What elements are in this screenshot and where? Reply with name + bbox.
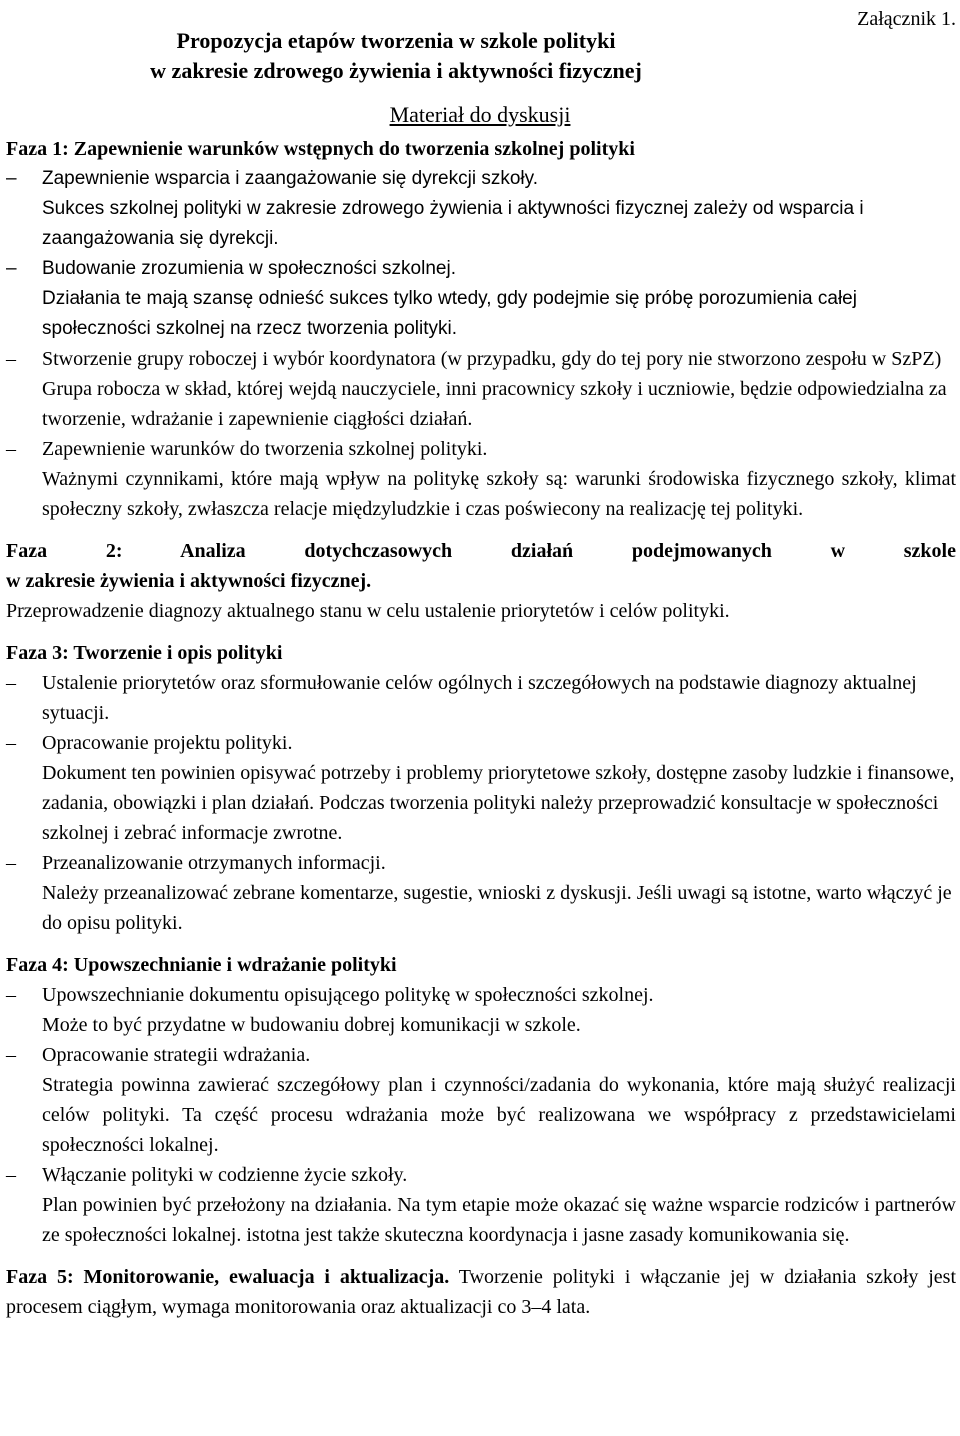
phase-3-item-1 <box>6 668 956 728</box>
phase-4-item-2 <box>6 1040 956 1070</box>
dash-bullet: – <box>6 852 16 874</box>
dash-bullet: – <box>6 1044 16 1066</box>
document-page <box>6 0 956 1322</box>
phase-2-heading-line-2: w zakresie żywienia i aktywności fizycznej. <box>6 570 372 592</box>
phase-2-heading-line-1: Faza 2: Analiza dotychczasowych działań podejmowanych w szkole <box>6 540 956 562</box>
phase-1-item-4 <box>6 434 956 464</box>
phase-1-item-2-desc: Działania te mają szansę odnieść sukces tylko wtedy, gdy podejmie się próbę porozumienia całej społeczności szkolnej na rzecz tworzenia polityki. <box>42 288 857 339</box>
item-title: Włączanie polityki w codzienne życie szkoły. <box>42 1164 408 1186</box>
phase-3-heading: Faza 3: Tworzenie i opis polityki <box>6 642 283 664</box>
phase-4-item-1-desc: Może to być przydatne w budowaniu dobrej komunikacji w szkole. <box>42 1014 581 1036</box>
item-title: Opracowanie strategii wdrażania. <box>42 1044 311 1066</box>
title-line-1: Propozycja etapów tworzenia w szkole polityki <box>176 28 616 53</box>
item-title: Upowszechnianie dokumentu opisującego politykę w społeczności szkolnej. <box>42 984 654 1006</box>
dash-bullet: – <box>6 438 16 460</box>
phase-1-item-2 <box>6 254 956 284</box>
dash-bullet: – <box>6 168 17 189</box>
item-title: Przeanalizowanie otrzymanych informacji. <box>42 852 386 874</box>
phase-1-item-4-desc: Ważnymi czynnikami, które mają wpływ na politykę szkoły są: warunki środowiska fizycznego szkoły, klimat społeczny szkoły, zwłaszcza relacje międzyludzkie i czas poświecony na realizację tej polityki. <box>42 468 956 520</box>
phase-5 <box>6 1262 956 1322</box>
item-title: Budowanie zrozumienia w społeczności szkolnej. <box>42 258 456 279</box>
phase-1-item-1 <box>6 164 956 194</box>
phase-5-heading: Faza 5: Monitorowanie, ewaluacja i aktualizacja. <box>6 1266 450 1288</box>
item-title: Ustalenie priorytetów oraz sformułowanie celów ogólnych i szczegółowych na podstawie diagnozy aktualnej sytuacji. <box>42 672 917 724</box>
phase-5-paragraph <box>6 1262 956 1322</box>
dash-bullet: – <box>6 258 17 279</box>
phase-1-item-1-desc: Sukces szkolnej polityki w zakresie zdrowego żywienia i aktywności fizycznej zależy od wsparcia i zaangażowania się dyrekcji. <box>42 198 864 249</box>
dash-bullet: – <box>6 984 16 1006</box>
title-line-2: w zakresie zdrowego żywienia i aktywności fizycznej <box>150 58 642 83</box>
phase-5-text: Tworzenie polityki i włączanie jej w działania szkoły jest procesem ciągłym, wymaga monitorowania oraz aktualizacji co 3–4 lata. <box>6 1266 957 1318</box>
phase-1-heading: Faza 1: Zapewnienie warunków wstępnych do tworzenia szkolnej polityki <box>6 138 635 160</box>
dash-bullet: – <box>6 672 16 694</box>
phase-4-item-3 <box>6 1160 956 1190</box>
phase-3-item-3-desc: Należy przeanalizować zebrane komentarze, sugestie, wnioski z dyskusji. Jeśli uwagi są istotne, warto włączyć je do opisu polityki. <box>42 882 952 934</box>
dash-bullet: – <box>6 732 16 754</box>
phase-1 <box>6 134 956 524</box>
phase-3-item-3 <box>6 848 956 878</box>
phase-4-item-2-desc: Strategia powinna zawierać szczegółowy plan i czynności/zadania do wykonania, które mają służyć realizacji celów polityki. Ta część procesu wdrażania może być realizowana we współpracy z przedstawicielami społeczności lokalnej. <box>42 1074 956 1156</box>
item-title: Stworzenie grupy roboczej i wybór koordynatora (w przypadku, gdy do tej pory nie stworzono zespołu w SzPZ) <box>42 348 942 370</box>
item-title: Opracowanie projektu polityki. <box>42 732 293 754</box>
item-title: Zapewnienie warunków do tworzenia szkolnej polityki. <box>42 438 488 460</box>
phase-4-heading: Faza 4: Upowszechnianie i wdrażanie polityki <box>6 954 397 976</box>
dash-bullet: – <box>6 1164 16 1186</box>
phase-2-text: Przeprowadzenie diagnozy aktualnego stanu w celu ustalenie priorytetów i celów polityki. <box>6 600 730 622</box>
phase-1-item-3 <box>6 344 956 374</box>
phase-1-item-3-desc: Grupa robocza w skład, której wejdą nauczyciele, inni pracownicy szkoły i uczniowie, będzie odpowiedzialna za tworzenie, wdrażanie i zapewnienie ciągłości działań. <box>42 378 947 430</box>
phase-4 <box>6 950 956 1250</box>
phase-4-item-1 <box>6 980 956 1010</box>
item-title: Zapewnienie wsparcia i zaangażowanie się dyrekcji szkoły. <box>42 168 538 189</box>
document-subtitle: Materiał do dyskusji <box>389 102 571 127</box>
phase-2 <box>6 536 956 626</box>
annex-label: Załącznik 1. <box>857 8 956 30</box>
document-title <box>6 0 786 86</box>
phase-4-item-3-desc: Plan powinien być przełożony na działania. Na tym etapie może okazać się ważne wsparcie rodziców i partnerów ze społeczności lokalnej. istotna jest także skuteczna koordynacja i jasne zasady komunikowania się. <box>42 1194 956 1246</box>
phase-3-item-2 <box>6 728 956 758</box>
dash-bullet: – <box>6 348 16 370</box>
phase-3 <box>6 638 956 938</box>
phase-3-item-2-desc: Dokument ten powinien opisywać potrzeby i problemy priorytetowe szkoły, dostępne zasoby ludzkie i finansowe, zadania, obowiązki i plan działań. Podczas tworzenia polityki należy przeprowadzić konsultacje w społeczności szkolnej i zebrać informacje zwrotne. <box>42 762 955 844</box>
